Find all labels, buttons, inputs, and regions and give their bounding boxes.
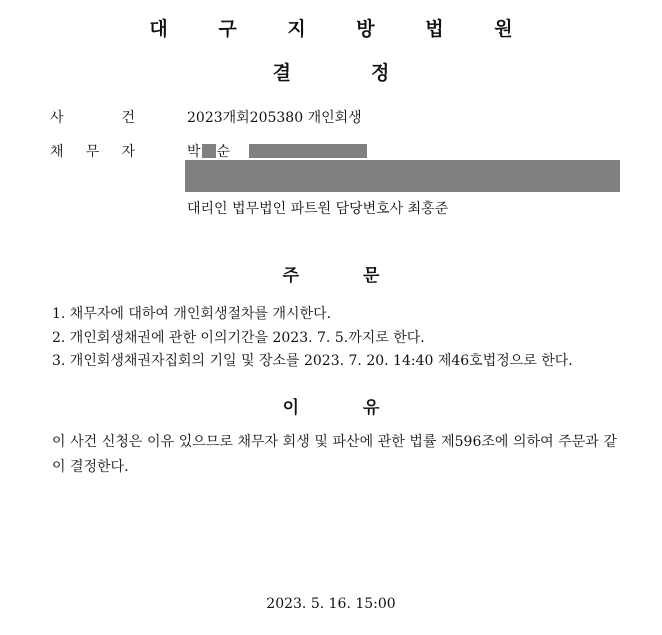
reason-text: 이 사건 신청은 이유 있으므로 채무자 회생 및 파산에 관한 법률 제596조에 의하여 주문과 같이 결정한다. (52, 434, 617, 475)
redaction-block (202, 144, 216, 158)
debtor-name: 박 순 (187, 141, 367, 161)
order-item-1: 1. 채무자에 대하여 개인회생절차를 개시한다. (52, 306, 332, 322)
case-label: 사 건 (50, 110, 135, 126)
order-item-3: 3. 개인회생채권자집회의 기일 및 장소를 2023. 7. 20. 14:40 제46호법정으로 한다. (52, 353, 573, 369)
decision-date: 2023. 5. 16. 15:00 (266, 596, 396, 612)
document-type-title (0, 58, 662, 85)
doc-type-left: 결 (272, 62, 291, 84)
order-item-2: 2. 개인회생채권에 관한 이의기간을 2023. 7. 5.까지로 한다. (52, 330, 425, 346)
doc-type-right: 정 (371, 62, 390, 84)
address-redaction (185, 160, 620, 192)
reason-title: 이 유 (282, 398, 380, 418)
debtor-label: 채 무 자 (50, 144, 135, 160)
redaction-block (249, 144, 367, 158)
court-name: 대 구 지 방 법 원 (149, 18, 535, 40)
order-title: 주 문 (282, 266, 380, 286)
case-number: 2023개회205380 개인회생 (187, 110, 362, 126)
debtor-agent: 대리인 법무법인 파트원 담당변호사 최홍준 (187, 201, 449, 217)
